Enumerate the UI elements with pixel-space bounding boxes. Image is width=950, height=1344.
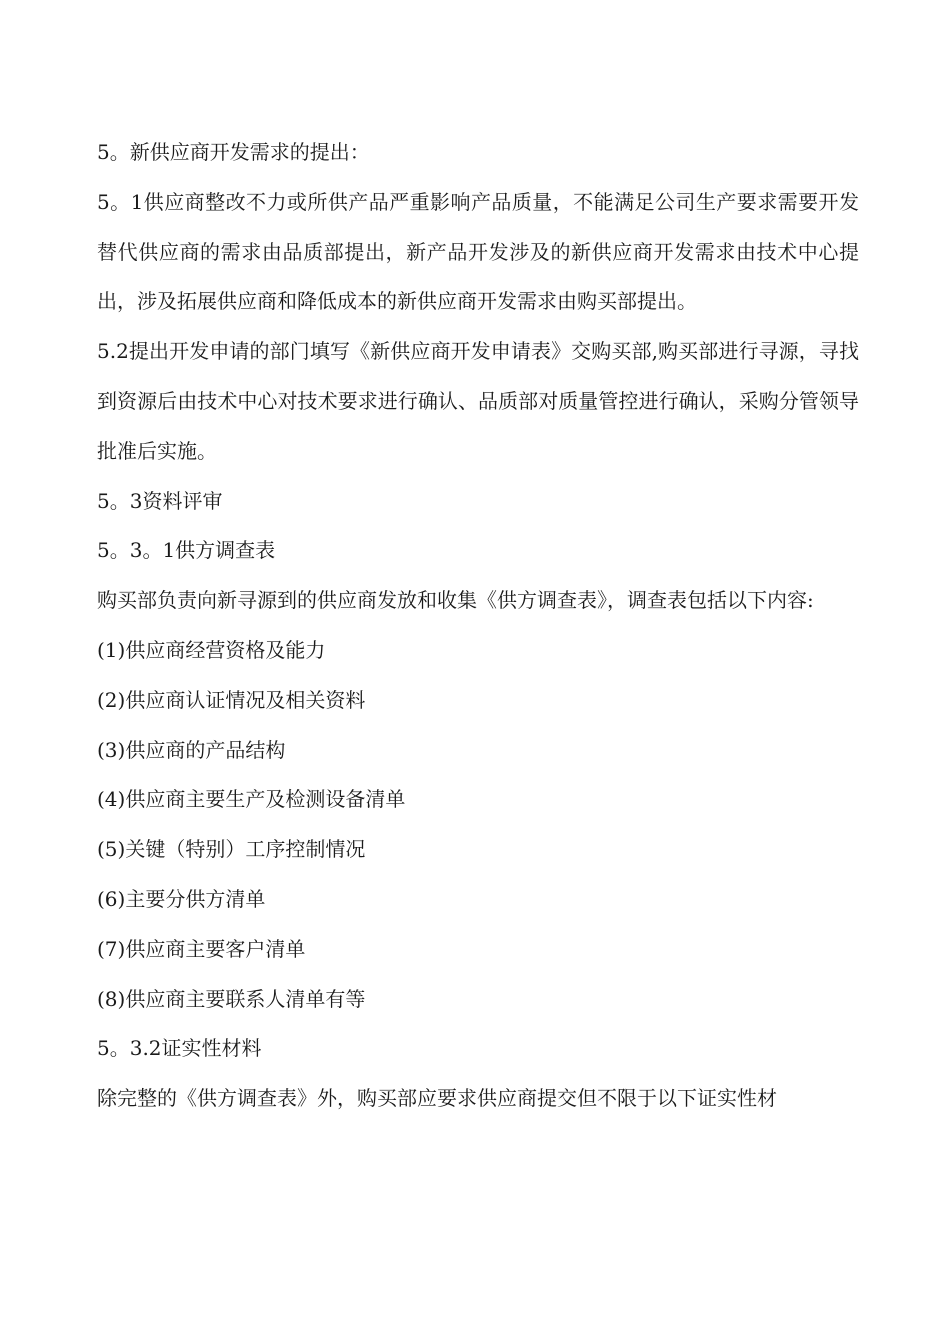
paragraph-5-2: 5.2提出开发申请的部门填写《新供应商开发申请表》交购买部,购买部进行寻源，寻找到资源后由技术中心对技术要求进行确认、品质部对质量管控进行确认，采购分管领导批准后实施。 — [97, 339, 859, 463]
list-item: (4)供应商主要生产及检测设备清单 — [97, 787, 406, 812]
list-item: (8)供应商主要联系人清单有等 — [97, 986, 366, 1011]
paragraph-evidence-materials: 除完整的《供方调查表》外，购买部应要求供应商提交但不限于以下证实性材 — [97, 1086, 777, 1111]
section-heading-5-3: 5。3资料评审 — [97, 488, 223, 513]
list-item: (7)供应商主要客户清单 — [97, 936, 306, 961]
paragraph-survey-intro: 购买部负责向新寻源到的供应商发放和收集《供方调查表》，调查表包括以下内容: — [97, 588, 814, 613]
list-item: (2)供应商认证情况及相关资料 — [97, 687, 366, 712]
list-item: (6)主要分供方清单 — [97, 886, 266, 911]
section-heading-5-3-1: 5。3。1供方调查表 — [97, 538, 276, 563]
document-body — [97, 128, 859, 1124]
paragraph-5-1: 5。1供应商整改不力或所供产品严重影响产品质量，不能满足公司生产要求需要开发替代供应商的需求由品质部提出，新产品开发涉及的新供应商开发需求由技术中心提出，涉及拓展供应商和降低成本的新供应商开发需求由购买部提出。 — [97, 189, 859, 314]
list-item: (1)供应商经营资格及能力 — [97, 637, 326, 662]
section-heading-5-3-2: 5。3.2证实性材料 — [97, 1036, 262, 1061]
list-item: (5)关键（特别）工序控制情况 — [97, 837, 366, 862]
section-heading-5: 5。新供应商开发需求的提出： — [97, 140, 370, 164]
list-item: (3)供应商的产品结构 — [97, 737, 286, 762]
